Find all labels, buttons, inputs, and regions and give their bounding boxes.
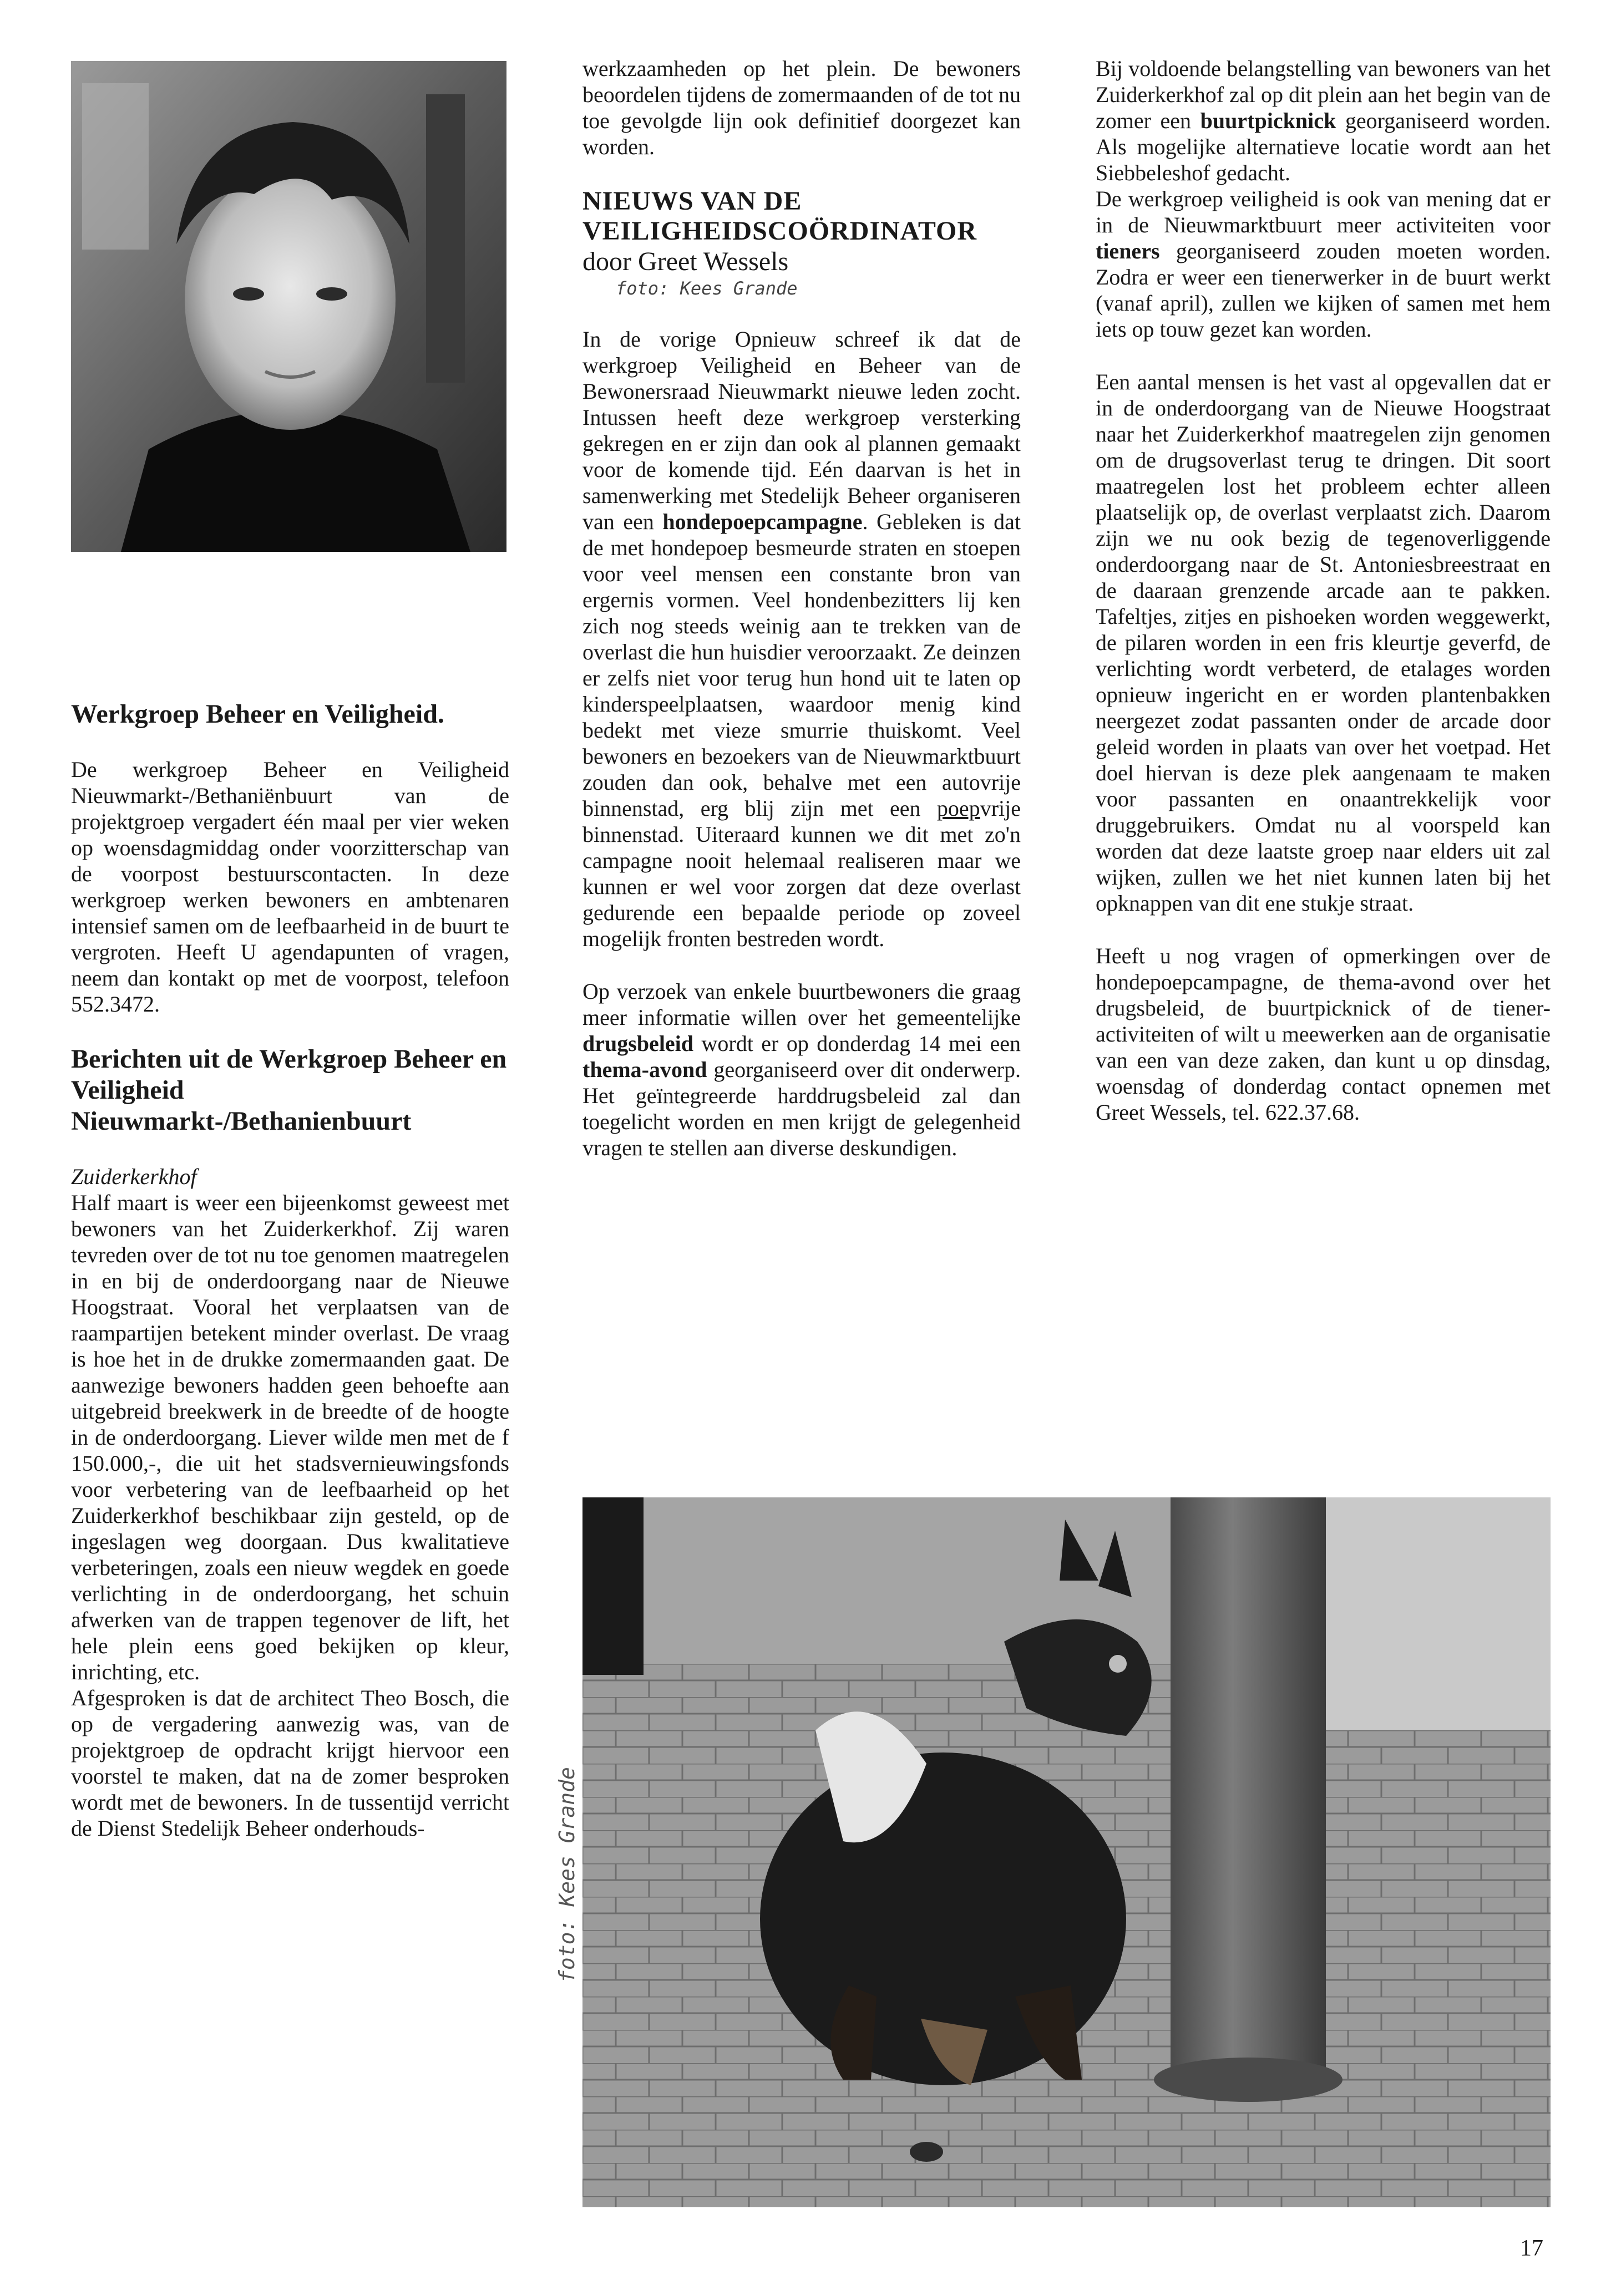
- dog-photo: [582, 1497, 1551, 2207]
- keyword-thema-avond: thema-avond: [582, 1057, 707, 1082]
- photo-credit-portrait: foto: Kees Grande: [616, 278, 798, 299]
- keyword-tieners: tieners: [1096, 238, 1160, 263]
- keyword-poep: poep: [936, 796, 980, 821]
- paragraph-onderdoorgang: Een aantal mensen is het vast al opgevallen dat er in de onderdoorgang van de Nieuwe Hoogstraat naar het Zuiderkerkhof maatregelen zijn genomen om de drugsoverlast terug te dringen. Dit soort maatregelen lost het probleem echter alleen plaatselijk op, de overlast verplaatst zich. Daarom zijn we nu ook bezig de tegenoverliggende onderdoorgang naar de St. Antoniesbreestraat en de daaraan grenzende arcade aan te pakken. Tafeltjes, zitjes en pishoeken worden weggewerkt, de pilaren worden in een fris kleurtje geverfd, de verlichting wordt verbeterd, de etalages worden opnieuw ingericht en er worden plantenbakken neergezet zodat passanten onder de arcade door geleid worden in plaats van over het voetpad. Het doel hiervan is deze plek aangenaam te maken voor passanten en onaantrekkelijk voor druggebruikers. Omdat nu al voorspeld kan worden dat deze laatste groep naar elders uit zal wijken, zullen we het niet kunnen laten bij het opknappen van dit ene stukje straat.: [1096, 369, 1551, 916]
- heading-werkgroep: Werkgroep Beheer en Veiligheid.: [71, 699, 444, 729]
- paragraph-zuiderkerkhof: Half maart is weer een bijeenkomst geweest met bewoners van het Zuiderkerkhof. Zij waren tevreden over de tot nu toe genomen maatregelen in en bij de onderdoorgang naar de Nieuwe Hoogstraat. Vooral het verplaatsen van de raampartijen betekent minder overlast. De vraag is hoe het in de drukke zomermaanden gaat. De aanwezige bewoners hadden geen behoefte aan uitgebreid breekwerk in de breedte of de hoogte in de onderdoorgang. Liever wilde men met de f 150.000,-, die uit het stadsvernieuwingsfonds voor verbetering van de leefbaarheid op het Zuiderkerkhof beschikbaar zijn gesteld, op de ingeslagen weg doorgaan. Dus kwalitatieve verbeteringen, zoals een nieuw wegdek en goede verlichting in de onderdoorgang, het schuin afwerken van de trappen tegenover de lift, het hele plein eens goed bekijken op kleur, inrichting, etc.: [71, 1190, 509, 1684]
- left-column: [71, 699, 509, 1841]
- paragraph-afgesproken: Afgesproken is dat de architect Theo Bosch, die op de vergadering aanwezig was, van de projektgroep de opdracht krijgt hiervoor een voorstel te maken, dat na de zomer besproken wordt met de bewoners. In de tussentijd verricht de Dienst Stedelijk Beheer onderhouds-: [71, 1685, 509, 1841]
- portrait-photo-image: [71, 61, 506, 552]
- paragraph-werkgroep-intro: De werkgroep Beheer en Veiligheid Nieuwmarkt-/Bethaniënbuurt van de projektgroep vergadert één maal per vier weken op woensdagmiddag onder voorzitterschap van de voorpost bestuurscontacten. In deze werkgroep werken bewoners en ambtenaren intensief samen om de leefbaarheid in de buurt te vergroten. Heeft U agendapunten of vragen, neem dan kontakt op met de voorpost, telefoon 552.3472.: [71, 757, 509, 1017]
- keyword-hondepoepcampagne: hondepoepcampagne: [662, 509, 863, 534]
- paragraph-buurtpicknick: Bij voldoende belangstelling van bewoners van het Zuiderkerkhof zal op dit plein aan het begin van de zomer een buurtpicknick georganiseerd worden. Als mogelijke alternatieve locatie wordt aan het Siebbeleshof gedacht.: [1096, 56, 1551, 185]
- byline: door Greet Wessels: [582, 247, 789, 276]
- paragraph-contact: Heeft u nog vragen of opmerkingen over de hondepoepcampagne, de thema-avond over het drugsbeleid, de buurtpicknick of de tiener-activiteiten of wilt u meewerken aan de organisatie van een van deze zaken, dan kunt u op dinsdag, woensdag of donderdag contact opnemen met Greet Wessels, tel. 622.37.68.: [1096, 943, 1551, 1125]
- paragraph-hondepoep: In de vorige Opnieuw schreef ik dat de werkgroep Veiligheid en Beheer van de Bewonersraad Nieuwmarkt nieuwe leden zocht. Intussen heeft deze werkgroep versterking gekregen en er zijn dan ook al plannen gemaakt voor de komende tijd. Eén daarvan is het in samenwerking met Stedelijk Beheer organiseren van een hondepoepcampagne. Gebleken is dat de met hondepoep besmeurde straten en stoepen voor veel mensen een constante bron van ergernis vormen. Veel hondenbezitters lij ken zich nog steeds weinig aan te trekken van de overlast die hun huisdier veroorzaakt. Ze deinzen er zelfs niet voor terug hun hond uit te laten op kinderspeelplaatsen, waardoor menig kind bedekt met vieze smurrie thuiskomt. Veel bewoners en bezoekers van de Nieuwmarktbuurt zouden dan ook, behalve met een autovrije binnenstad, erg blij zijn met een poepvrije binnenstad. Uiteraard kunnen we dit met zo'n campagne nooit helemaal realiseren maar we kunnen er wel voor zorgen dat deze overlast gedurende een bepaalde periode op zoveel mogelijk fronten bestreden wordt.: [582, 327, 1021, 951]
- right-column: [1096, 55, 1551, 1125]
- heading-nieuws-line1: NIEUWS VAN DE: [582, 186, 802, 216]
- keyword-drugsbeleid: drugsbeleid: [582, 1031, 694, 1056]
- paragraph-drugsbeleid: Op verzoek van enkele buurtbewoners die graag meer informatie willen over het gemeentelijke drugsbeleid wordt er op donderdag 14 mei een thema-avond georganiseerd over dit onderwerp. Het geïntegreerde harddrugsbeleid zal dan toegelicht worden en men krijgt de gelegenheid vragen te stellen aan diverse deskundigen.: [582, 979, 1021, 1160]
- portrait-photo: [71, 61, 506, 552]
- page-number: 17: [1520, 2236, 1543, 2261]
- dog-photo-image: [582, 1497, 1551, 2207]
- heading-berichten: Berichten uit de Werkgroep Beheer en Veiligheid Nieuwmarkt-/Bethanienbuurt: [71, 1044, 507, 1136]
- subhead-zuiderkerkhof: Zuiderkerkhof: [71, 1164, 197, 1189]
- middle-column: [582, 55, 1021, 1161]
- heading-nieuws-line2: VEILIGHEIDSCOÖRDINATOR: [582, 216, 977, 246]
- keyword-buurtpicknick: buurtpicknick: [1200, 108, 1336, 133]
- photo-credit-dog: foto: Kees Grande: [555, 1767, 579, 1983]
- paragraph-tieners: De werkgroep veiligheid is ook van mening dat er in de Nieuwmarktbuurt meer activiteiten voor tieners georganiseerd zouden moeten worden. Zodra er weer een tienerwerker in de buurt werkt (vanaf april), zullen we kijken of samen met hem iets op touw gezet kan worden.: [1096, 186, 1551, 342]
- paragraph-continuation: werkzaamheden op het plein. De bewoners beoordelen tijdens de zomermaanden of de tot nu toe gevolgde lijn ook definitief doorgezet kan worden.: [582, 56, 1021, 159]
